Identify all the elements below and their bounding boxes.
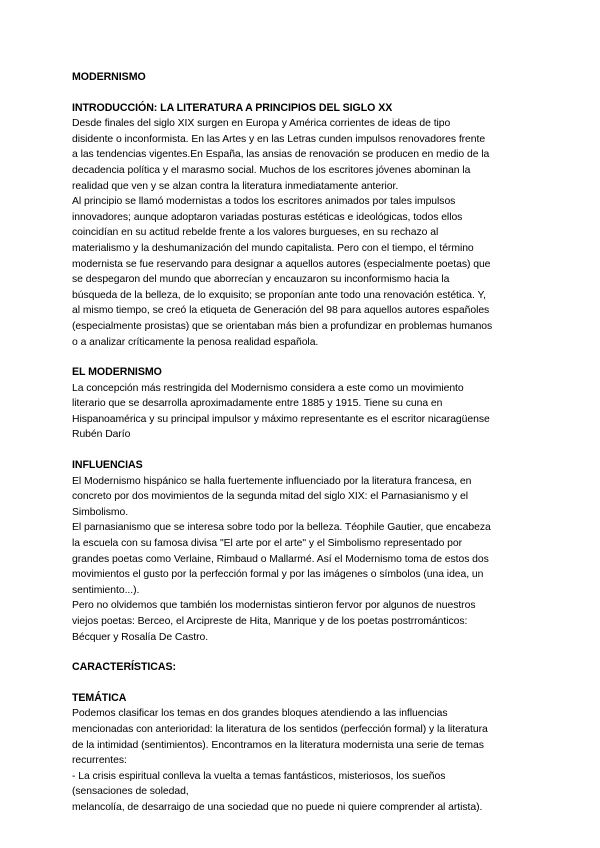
text-line: (especialmente prosistas) que se orientaban más bien a profundizar en problemas humanos — [72, 320, 493, 332]
spacer — [72, 86, 532, 101]
text-line: Simbolismo. — [72, 506, 129, 518]
text-line: literario que se desarrolla aproximadamente entre 1885 y 1915. Tiene su cuna en — [72, 398, 443, 410]
text-line: recurrentes: — [72, 755, 127, 767]
spacer — [72, 350, 532, 365]
text-line: innovadores; aunque adoptaron variadas posturas estéticas e ideológicas, todos ellos — [72, 211, 463, 223]
text-line: mencionadas con anterioridad: la literatura de los sentidos (perfección formal) y la literatura — [72, 723, 488, 735]
text-line: grandes poetas como Verlaine, Rimbaud o Mallarmé. Así el Modernismo toma de estos dos — [72, 553, 489, 565]
section-influencias — [72, 458, 532, 645]
text-line: materialismo y la deshumanización del mundo capitalista. Pero con el tiempo, el término — [72, 242, 474, 254]
section-tematica — [72, 691, 532, 816]
section-el-modernismo — [72, 365, 532, 443]
text-line: Bécquer y Rosalía De Castro. — [72, 631, 209, 643]
text-line: melancolía, de desarraigo de una sociedad que no puede ni quiere comprender al artista). — [72, 801, 483, 813]
text-line: modernista se fue reservando para designar a aquellos autores (especialmente poetas) que — [72, 258, 491, 270]
text-line: Rubén Darío — [72, 429, 131, 441]
text-line: Pero no olvidemos que también los modernistas sintieron fervor por algunos de nuestros — [72, 600, 476, 612]
text-line: decadencia política y el marasmo social. Muchos de los escritores jóvenes abominan la — [72, 164, 471, 176]
spacer — [72, 676, 532, 691]
text-line: disidente o inconformista. En las Artes y en las Letras cunden impulsos renovadores frente — [72, 133, 486, 145]
section-body — [72, 474, 532, 646]
section-body — [72, 706, 532, 815]
text-line: al mismo tiempo, se creó la etiqueta de Generación del 98 para aquellos autores españoles — [72, 305, 490, 317]
section-heading: INFLUENCIAS — [72, 459, 143, 472]
text-line: La concepción más restringida del Modernismo considera a este como un movimiento — [72, 382, 464, 394]
section-heading: TEMÁTICA — [72, 691, 127, 704]
text-line: Desde finales del siglo XIX surgen en Europa y América corrientes de ideas de tipo — [72, 118, 451, 130]
text-line: sentimiento...). — [72, 584, 140, 596]
text-line: Podemos clasificar los temas en dos grandes bloques atendiendo a las influencias — [72, 708, 448, 720]
section-body — [72, 116, 532, 350]
text-line: se despegaron del mundo que aborrecían y encauzaron su inconformismo hacia la — [72, 274, 450, 286]
spacer — [72, 443, 532, 458]
document-page — [72, 70, 532, 816]
text-line: Al principio se llamó modernistas a todos los escritores animados por tales impulsos — [72, 196, 456, 208]
text-line: movimientos el gusto por la perfección formal y por las imágenes o símbolos (una idea, un — [72, 569, 484, 581]
section-heading: CARACTERÍSTICAS: — [72, 661, 176, 674]
text-line: de la intimidad (sentimientos). Encontramos en la literatura modernista una serie de temas — [72, 739, 484, 751]
text-line: (sensaciones de soledad, — [72, 786, 189, 798]
section-body — [72, 381, 532, 443]
text-line: a las tendencias vigentes.En España, las ansias de renovación se producen en medio de la — [72, 149, 490, 161]
text-line: El Modernismo hispánico se halla fuertemente influenciado por la literatura francesa, en — [72, 475, 472, 487]
text-line: realidad que ven y se alzan contra la literatura inmediatamente anterior. — [72, 180, 399, 192]
text-line: concreto por dos movimientos de la segunda mitad del siglo XIX: el Parnasianismo y el — [72, 491, 468, 503]
document-title: MODERNISMO — [72, 71, 146, 83]
section-caracteristicas — [72, 660, 532, 676]
section-heading: EL MODERNISMO — [72, 366, 162, 379]
text-line: El parnasianismo que se interesa sobre todo por la belleza. Téophile Gautier, que encabeza — [72, 522, 491, 534]
text-line: viejos poetas: Berceo, el Arcipreste de Hita, Manrique y de los poetas postrrománticos: — [72, 616, 468, 627]
text-line: búsqueda de la belleza, de lo exquisito; se proponían ante todo una renovación estética. Y, — [72, 289, 486, 301]
section-introduccion — [72, 101, 532, 351]
spacer — [72, 645, 532, 660]
text-line: coincidían en su actitud rebelde frente a los valores burgueses, en su rechazo al — [72, 227, 439, 239]
text-line: Hispanoamérica y su principal impulsor y máximo representante es el escritor nicaragüense — [72, 413, 490, 425]
text-line: la escuela con su famosa divisa "El arte por el arte" y el Simbolismo representado por — [72, 538, 463, 550]
text-line: o a analizar críticamente la penosa realidad española. — [72, 336, 319, 348]
text-line: - La crisis espiritual conlleva la vuelta a temas fantásticos, misteriosos, los sueños — [72, 770, 446, 782]
section-heading: INTRODUCCIÓN: LA LITERATURA A PRINCIPIOS DEL SIGLO XX — [72, 101, 393, 114]
